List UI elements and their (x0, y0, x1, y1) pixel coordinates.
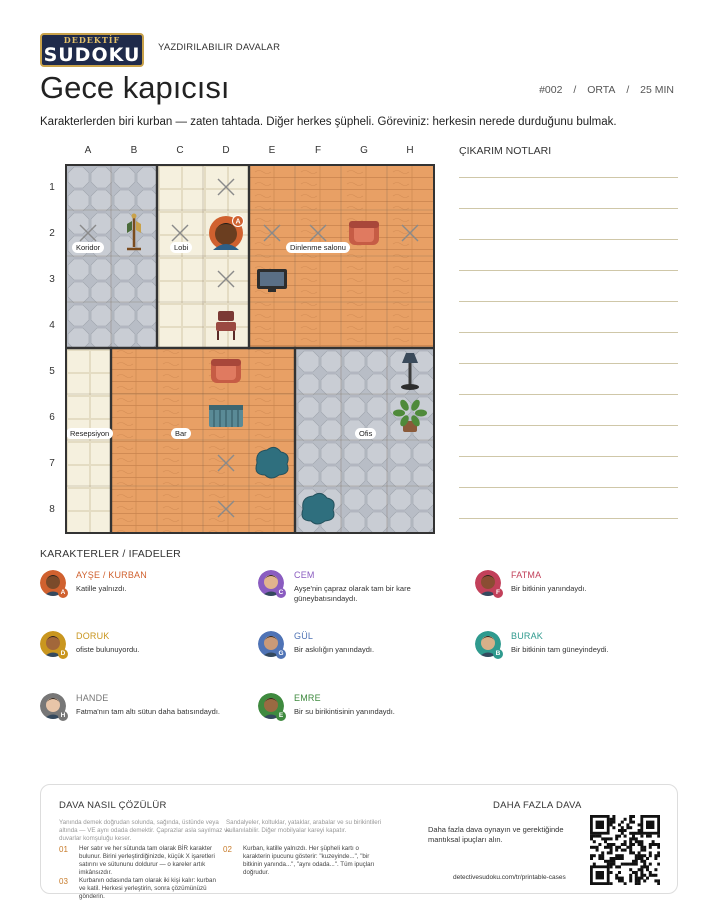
column-label-h: H (406, 145, 414, 156)
meta-separator: / (573, 84, 577, 96)
character-card[interactable] (475, 570, 675, 620)
intro-text: Karakterlerden biri kurban — zaten tahtada. Diğer herkes şüpheli. Göreviniz: herkesin nerede durduğunu bulmak. (40, 116, 617, 128)
note-line[interactable] (459, 239, 678, 240)
character-clue: Katille yalnızdı. (76, 584, 127, 593)
column-label-e: E (268, 145, 276, 156)
character-clue: Bir bitkinin tam güneyindeydi. (511, 645, 609, 654)
row-label-2: 2 (49, 228, 55, 239)
room-label-ofis: Ofis (355, 428, 376, 439)
case-duration: 25 MIN (640, 84, 674, 96)
row-label-5: 5 (49, 366, 55, 377)
note-line[interactable] (459, 456, 678, 457)
row-label-3: 3 (49, 274, 55, 285)
room-label-bar: Bar (171, 428, 191, 439)
meta-separator: / (626, 84, 630, 96)
armchair-icon (211, 359, 241, 383)
character-card[interactable] (40, 570, 240, 620)
room-label-resepsiyon: Resepsiyon (66, 428, 113, 439)
game-board[interactable] (65, 164, 435, 534)
step-number: 01 (59, 845, 68, 854)
character-card[interactable] (40, 631, 240, 681)
step-number: 03 (59, 877, 68, 886)
note-line[interactable] (459, 332, 678, 333)
column-label-g: G (360, 145, 368, 156)
column-label-c: C (176, 145, 184, 156)
room-label-koridor: Koridor (72, 242, 104, 253)
character-name: DORUK (76, 631, 110, 641)
notes-title: ÇIKARIM NOTLARI (459, 145, 552, 157)
note-line[interactable] (459, 518, 678, 519)
character-badge: F (493, 588, 503, 598)
how-to-intro-right: Sandalyeler, koltuklar, yataklar, arabalar ve su birikintileri kullanılabilir. Diğer mobilyalar kareyi kapatır. (226, 819, 382, 834)
character-badge: G (276, 649, 286, 659)
character-badge: E (276, 711, 286, 721)
bench-icon (209, 405, 243, 427)
floor-koridor (67, 166, 157, 348)
row-label-1: 1 (49, 182, 55, 193)
character-card[interactable] (475, 631, 675, 681)
character-card[interactable] (258, 570, 458, 620)
svg-text:A: A (235, 218, 241, 226)
more-cases-link[interactable]: detectivesudoku.com/tr/printable-cases (453, 874, 566, 881)
more-cases-text: Daha fazla dava oynayın ve gerektiğinde mantıksal ipuçları alın. (428, 825, 564, 844)
character-name: HANDE (76, 693, 109, 703)
character-card[interactable] (40, 693, 240, 743)
column-label-d: D (222, 145, 230, 156)
character-clue: Fatma'nın tam altı sütun daha batısındaydı. (76, 707, 221, 716)
note-line[interactable] (459, 177, 678, 178)
how-to-intro-left: Yanında demek doğrudan solunda, sağında, üstünde veya altında — VE aynı odada demektir. Çaprazlar asla sayılmaz ve duvarlar komşuluğu keser. (59, 819, 231, 842)
section-label: YAZDIRILABILIR DAVALAR (158, 42, 281, 53)
note-line[interactable] (459, 270, 678, 271)
note-line[interactable] (459, 394, 678, 395)
logo-main-text: SUDOKU (43, 44, 141, 66)
character-name: AYŞE / KURBAN (76, 570, 147, 580)
row-label-6: 6 (49, 412, 55, 423)
note-line[interactable] (459, 208, 678, 209)
character-clue: Ayşe'nin çapraz olarak tam bir kare güneybatısındaydı. (294, 584, 411, 603)
character-name: GÜL (294, 631, 314, 641)
column-label-b: B (130, 145, 138, 156)
brand-logo (40, 33, 144, 67)
note-line[interactable] (459, 487, 678, 488)
armchair-icon (349, 221, 379, 245)
characters-title: KARAKTERLER / IFADELER (40, 548, 181, 560)
qr-code-icon[interactable] (590, 815, 660, 885)
note-line[interactable] (459, 425, 678, 426)
note-line[interactable] (459, 301, 678, 302)
character-card[interactable] (258, 631, 458, 681)
step-text: Kurban, katille yalnızdı. Her şüpheli kartı o karakterin ipucunu gösterir: "kuzeyinde...", "bir bitkinin yanında...", "aynı odada...". Tüm ipuçları doğrudur. (243, 845, 375, 876)
row-label-4: 4 (49, 320, 55, 331)
character-name: FATMA (511, 570, 542, 580)
character-clue: ofiste bulunuyordu. (76, 645, 140, 654)
character-badge: D (58, 649, 68, 659)
step-text: Her satır ve her sütunda tam olarak BİR karakter bulunur. Birini yerleştirdiğinizde, küçük X işaretleri satırını ve sütununu doldurur — o kareler artık imkânsızdır. (79, 845, 215, 876)
column-label-f: F (314, 145, 322, 156)
note-line[interactable] (459, 363, 678, 364)
page-title: Gece kapıcısı (40, 70, 230, 105)
case-meta (535, 84, 678, 96)
character-name: BURAK (511, 631, 544, 641)
footer-panel (40, 784, 678, 900)
character-badge: C (276, 588, 286, 598)
case-number: #002 (539, 84, 563, 96)
character-card[interactable] (258, 693, 458, 743)
how-to-title: DAVA NASIL ÇÖZÜLÜR (59, 800, 167, 811)
row-label-8: 8 (49, 504, 55, 515)
room-label-dinlenme-salonu: Dinlenme salonu (286, 242, 350, 253)
character-clue: Bir su birikintisinin yanındaydı. (294, 707, 395, 716)
tv-icon (257, 269, 287, 292)
character-badge: H (58, 711, 68, 721)
room-label-lobi: Lobi (170, 242, 192, 253)
character-clue: Bir askılığın yanındaydı. (294, 645, 375, 654)
more-cases-title: DAHA FAZLA DAVA (493, 800, 582, 811)
character-badge: A (58, 588, 68, 598)
column-label-a: A (84, 145, 92, 156)
character-badge: B (493, 649, 503, 659)
row-label-7: 7 (49, 458, 55, 469)
step-number: 02 (223, 845, 232, 854)
character-name: EMRE (294, 693, 321, 703)
character-name: CEM (294, 570, 315, 580)
step-text: Kurbanın odasında tam olarak iki kişi kalır: kurban ve katil. Herkesi yerleştirin, sonra çözümünüzü gönderin. (79, 877, 216, 900)
logo-top-text: DEDEKTİF (63, 35, 121, 45)
board-canvas[interactable] (67, 166, 433, 532)
case-difficulty: ORTA (587, 84, 616, 96)
character-clue: Bir bitkinin yanındaydı. (511, 584, 587, 593)
